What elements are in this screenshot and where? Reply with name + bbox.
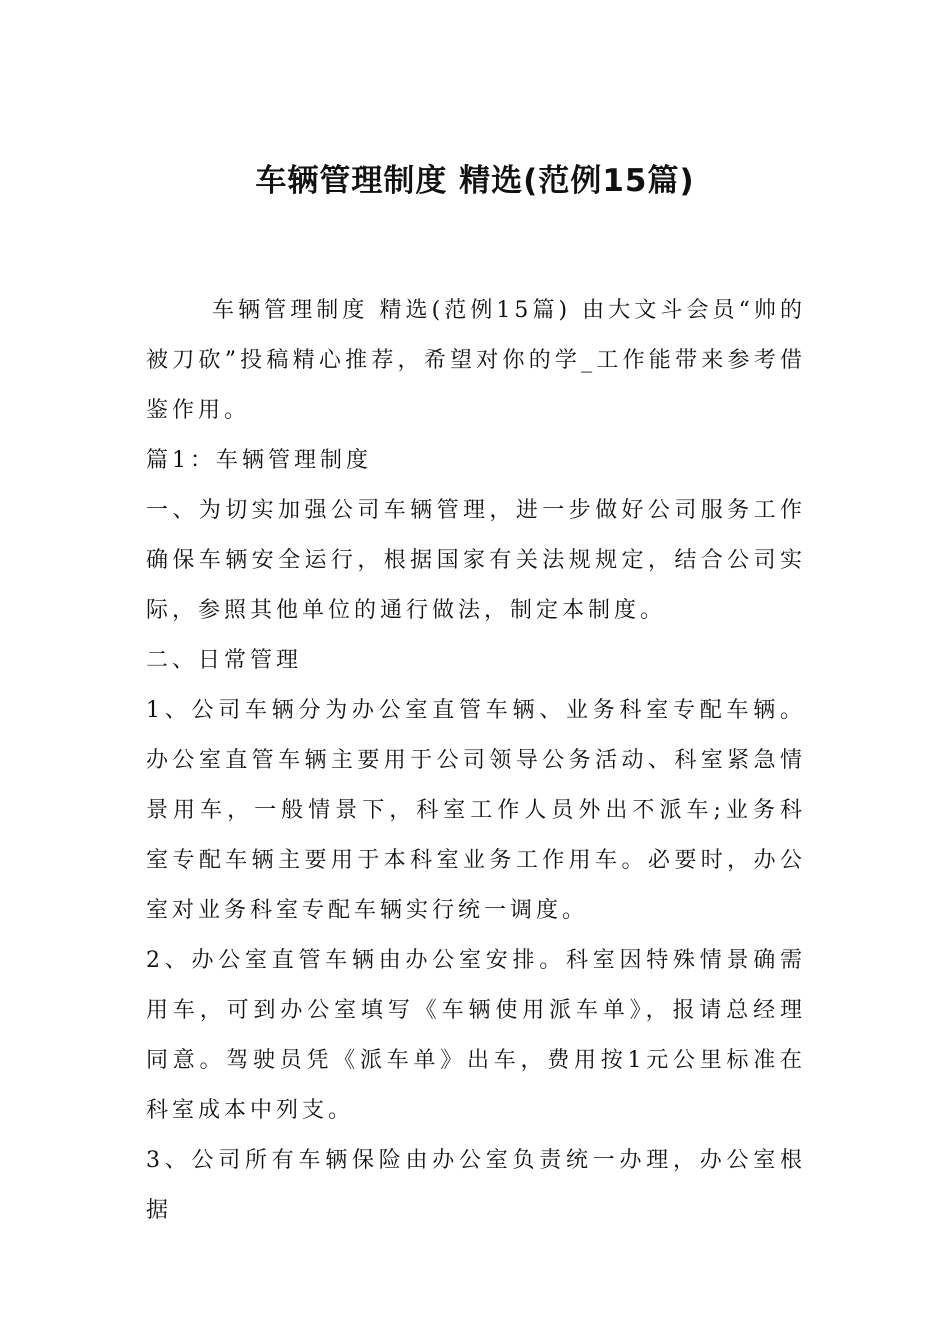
section-heading: 篇1：车辆管理制度 — [146, 448, 372, 473]
body-paragraph: 一、为切实加强公司车辆管理，进一步做好公司服务工作确保车辆安全运行，根据国家有关法规规定，结合公司实际，参照其他单位的通行做法，制定本制度。 — [146, 498, 806, 623]
document-title: 车辆管理制度 精选(范例15篇) — [255, 163, 695, 199]
body-paragraph: 1、公司车辆分为办公室直管车辆、业务科室专配车辆。办公室直管车辆主要用于公司领导公务活动、科室紧急情景用车，一般情景下，科室工作人员外出不派车;业务科室专配车辆主要用于本科室业务工作用车。必要时，办公室对业务科室专配车辆实行统一调度。 — [146, 698, 806, 923]
body-paragraph: 2、办公室直管车辆由办公室安排。科室因特殊情景确需用车，可到办公室填写《车辆使用派车单》，报请总经理同意。驾驶员凭《派车单》出车，费用按1元公里标准在科室成本中列支。 — [146, 948, 806, 1123]
document-body — [146, 286, 806, 1236]
intro-paragraph: 车辆管理制度 精选(范例15篇) 由大文斗会员“帅的被刀砍”投稿精心推荐，希望对你的学_工作能带来参考借鉴作用。 — [146, 298, 806, 423]
body-paragraph: 3、公司所有车辆保险由办公室负责统一办理，办公室根据 — [146, 1148, 806, 1223]
subsection-heading: 二、日常管理 — [146, 648, 303, 673]
